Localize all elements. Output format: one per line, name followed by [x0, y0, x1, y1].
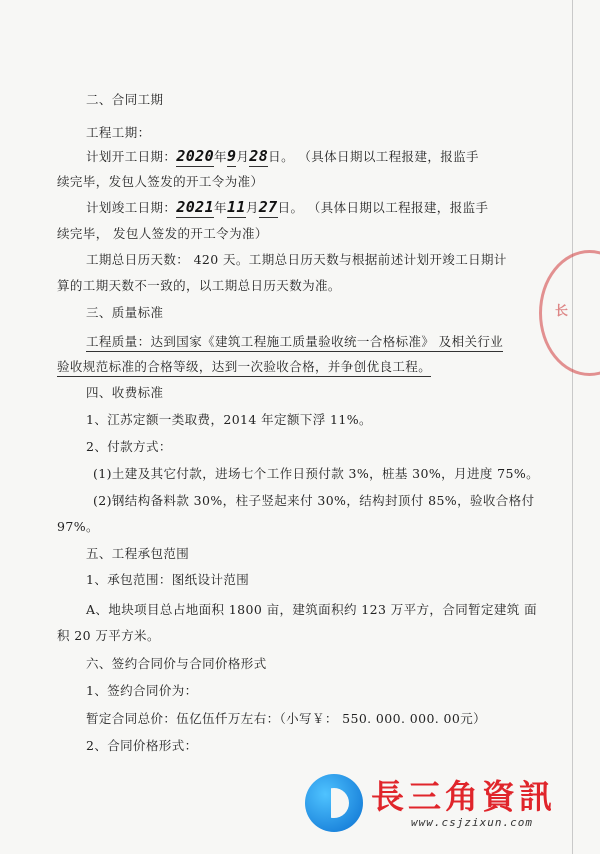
price-1: 1、签约合同价为： — [86, 683, 198, 698]
red-seal-stamp — [539, 250, 600, 376]
watermark-url: www.csjzixun.com — [411, 815, 533, 829]
watermark-title: 長三角資訊 — [371, 776, 556, 816]
fee-item-2: 2、付款方式： — [86, 439, 172, 454]
start-year: 2020 — [176, 147, 215, 165]
page-edge — [572, 0, 573, 854]
end-day: 27 — [258, 198, 278, 216]
scope-1: 1、承包范围：图纸设计范围 — [86, 572, 250, 587]
end-month: 11 — [226, 198, 246, 216]
end-year: 2021 — [176, 198, 215, 216]
section-4-title: 四、收费标准 — [86, 385, 164, 400]
total-days-line-1: 工期总日历天数： 420 天。工期总日历天数与根据前述计划开竣工日期计 — [86, 252, 507, 267]
section-2-subtitle: 工程工期： — [86, 125, 151, 140]
watermark-logo — [305, 768, 600, 838]
payment-1: (1)土建及其它付款，进场七个工作日预付款 3%，桩基 30%，月进度 75%。 — [93, 466, 540, 481]
quality-line-1: 工程质量：达到国家《建筑工程施工质量验收统一合格标准》 及相关行业 — [86, 332, 503, 352]
start-note: 续完毕，发包人签发的开工令为准） — [57, 174, 264, 189]
price-2: 2、合同价格形式： — [86, 738, 198, 753]
section-3-title: 三、质量标准 — [86, 305, 164, 320]
scope-a-line-2: 积 20 万平方米。 — [57, 628, 160, 643]
total-days-line-2: 算的工期天数不一致的，以工期总日历天数为准。 — [57, 278, 341, 293]
quality-line-2: 验收规范标准的合格等级，达到一次验收合格，并争创优良工程。 — [57, 357, 431, 377]
end-date-line: 计划竣工日期：2021年11月27日。 （具体日期以工程报建，报监手 — [86, 198, 489, 216]
start-day: 28 — [249, 147, 269, 165]
start-month: 9 — [226, 147, 237, 165]
start-date-line: 计划开工日期：2020年9月28日。 （具体日期以工程报建，报监手 — [86, 147, 479, 165]
section-2-title: 二、合同工期 — [86, 92, 164, 107]
payment-2: (2)钢结构备料款 30%，柱子竖起来付 30%，结构封顶付 85%，验收合格付 — [93, 493, 535, 508]
section-6-title: 六、签约合同价与合同价格形式 — [86, 656, 267, 671]
fee-item-1: 1、江苏定额一类取费，2014 年定额下浮 11%。 — [86, 412, 372, 427]
price-temp: 暂定合同总价：伍亿伍仟万左右：（小写￥： 550. 000. 000. 00元） — [86, 711, 487, 726]
brand-c-icon — [305, 774, 363, 832]
payment-2-cont: 97%。 — [57, 519, 99, 534]
end-note: 续完毕， 发包人签发的开工令为准） — [57, 226, 268, 241]
section-5-title: 五、工程承包范围 — [86, 546, 190, 561]
scope-a-line-1: A、地块项目总占地面积 1800 亩，建筑面积约 123 万平方，合同暂定建筑 面 — [86, 602, 537, 617]
stamp-text: 长 — [555, 304, 569, 319]
